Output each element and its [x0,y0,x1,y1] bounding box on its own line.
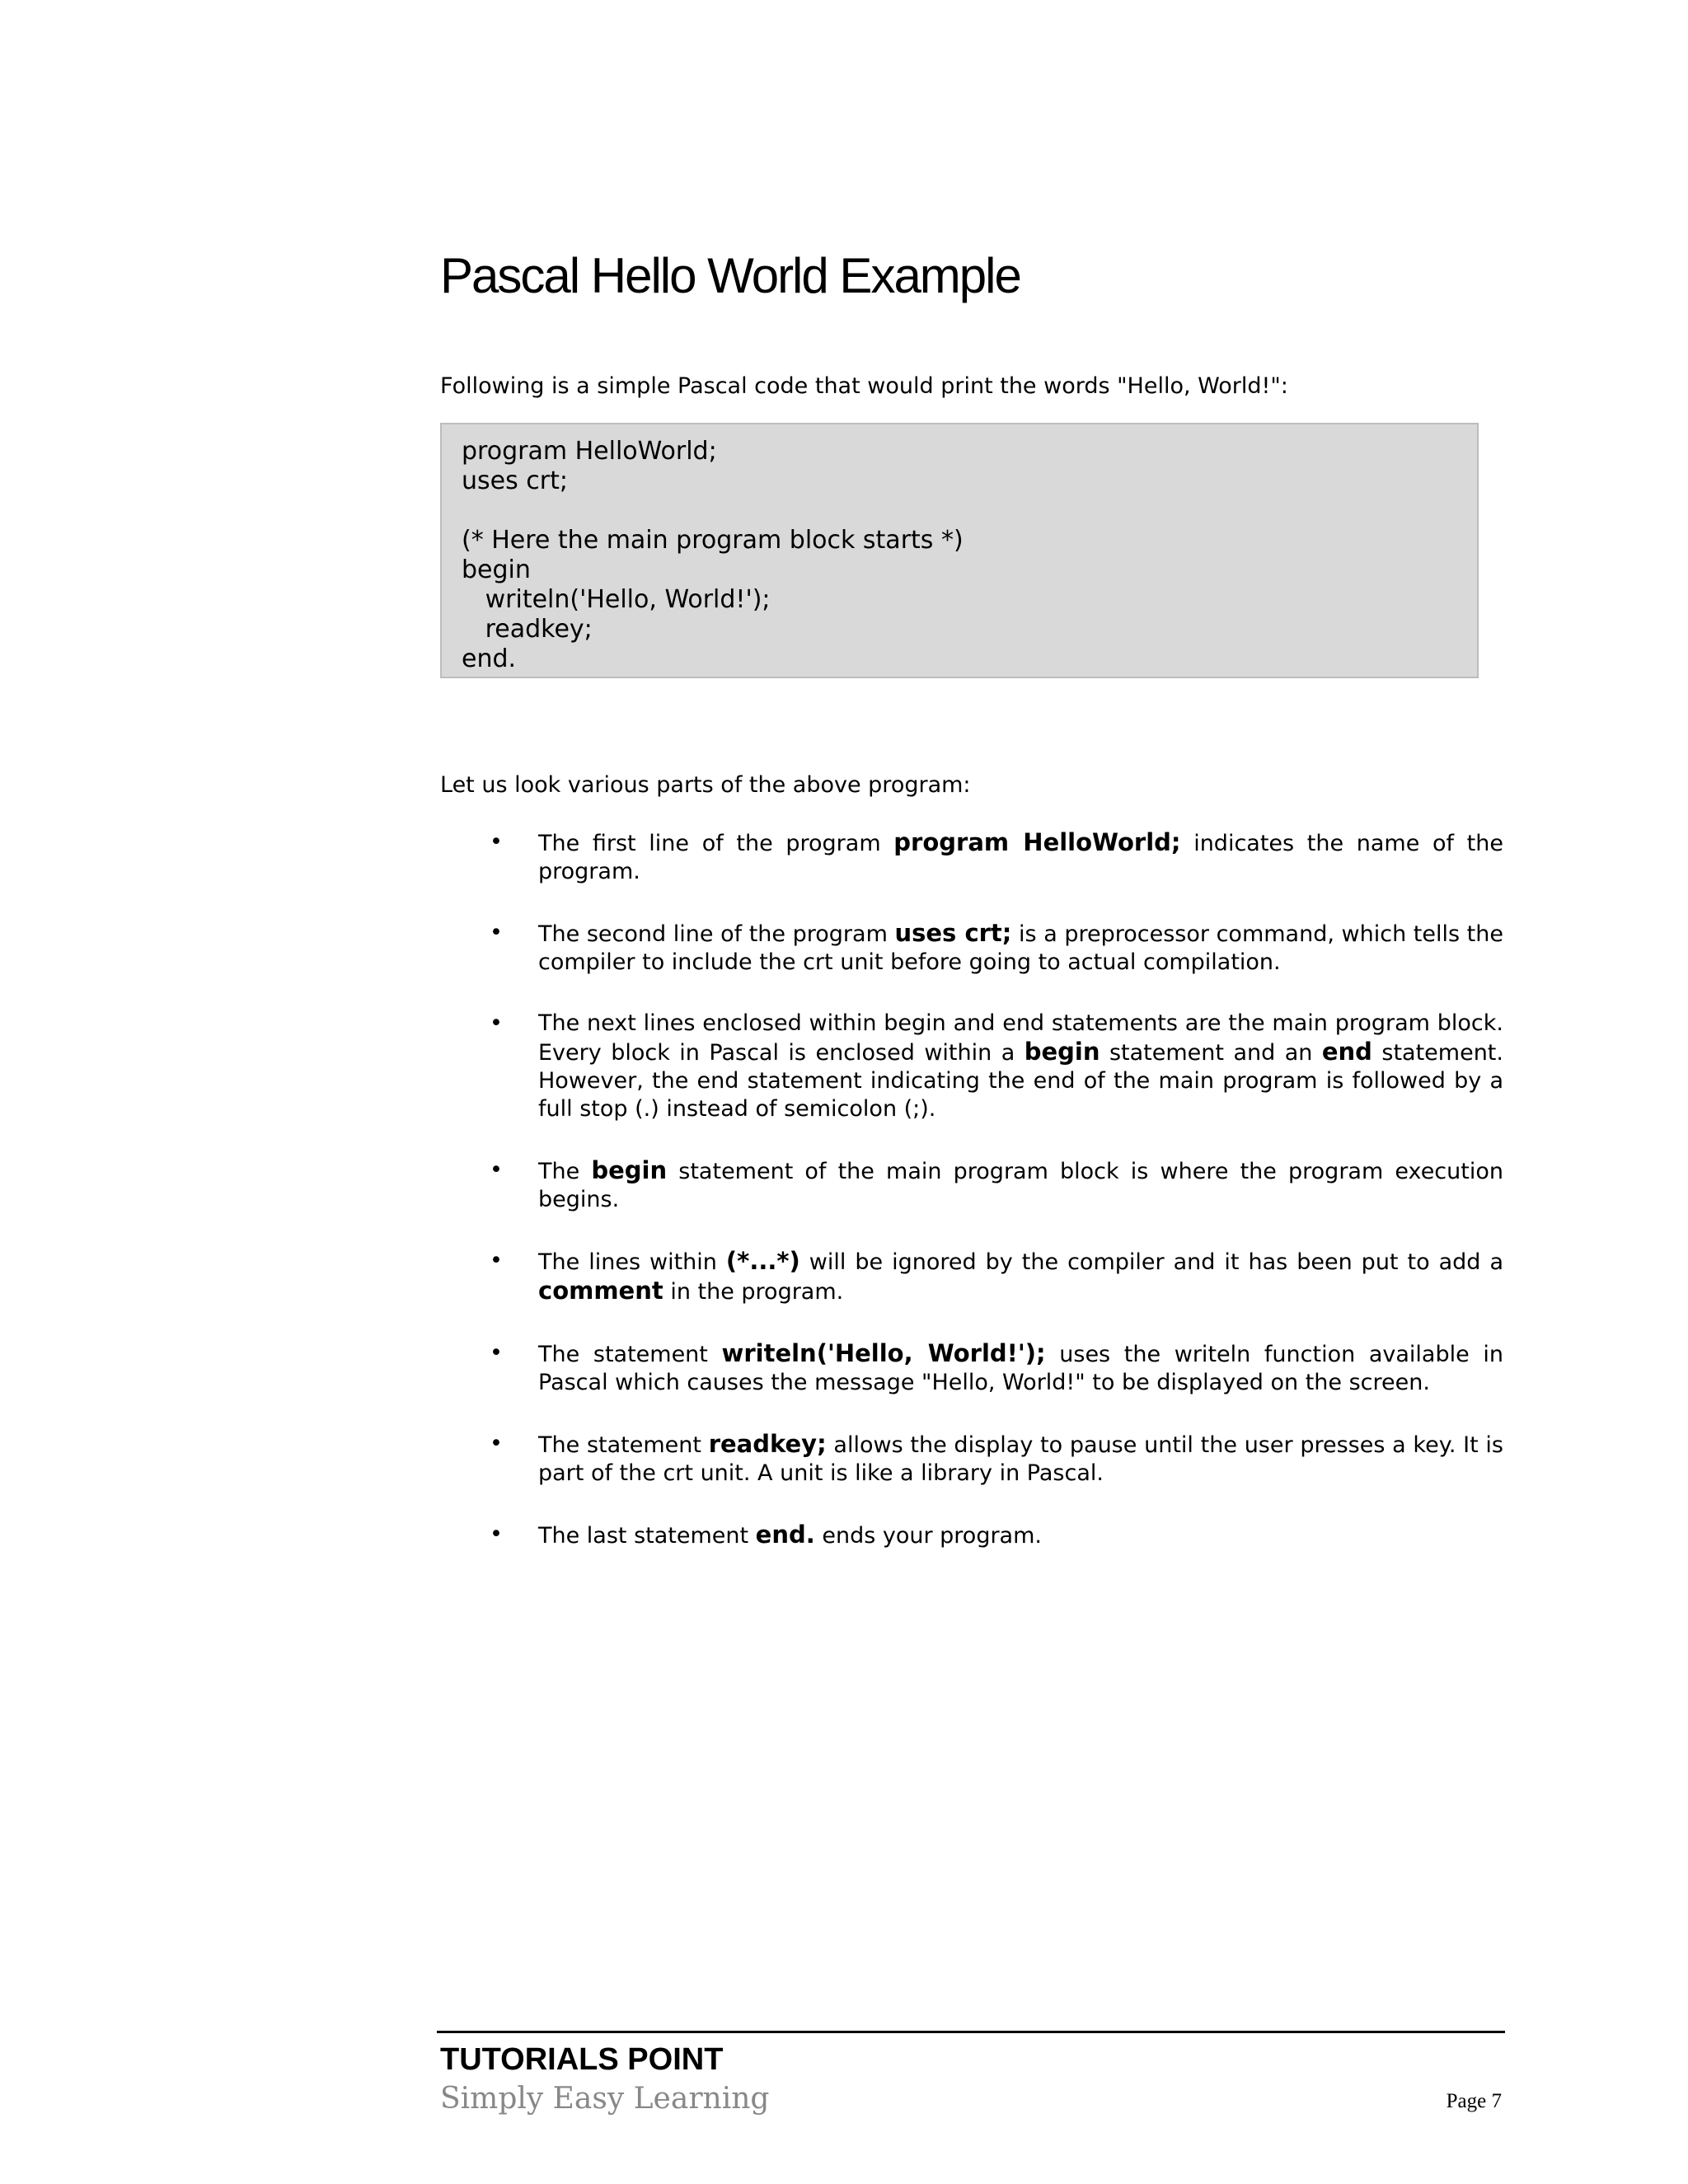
list-item: • The statement readkey; allows the display to pause until the user presses a key. It is part of the crt unit. A unit is like a library in Pascal. [490,1430,1503,1486]
lead-paragraph: Let us look various parts of the above program: [440,772,971,798]
list-item: • The statement writeln('Hello, World!'); uses the writeln function available in Pascal which causes the message "Hello, World!" to be displayed on the screen. [490,1339,1504,1395]
explanation-list [440,828,1503,1583]
bullet-icon: • [490,920,503,945]
code-line: begin [462,555,531,584]
list-item: • The last statement end. ends your program. [490,1521,1042,1549]
code-line: (* Here the main program block starts *) [462,526,964,555]
code-line: uses crt; [462,466,568,495]
list-item: • The first line of the program program HelloWorld; indicates the name of the program. [490,828,1503,884]
list-item: • The second line of the program uses crt; is a preprocessor command, which tells the compiler to include the crt unit before going to actual compilation. [490,919,1503,975]
list-item: • The next lines enclosed within begin and end statements are the main program block. Every block in Pascal is enclosed within a begin statement and an end statement. However, the end statement indicating the end of the main program is followed by a full stop (.) instead of semicolon (;). [490,1010,1503,1122]
code-line: writeln('Hello, World!'); [462,585,771,614]
list-item: • The begin statement of the main program block is where the program execution begins. [490,1156,1503,1212]
bullet-icon: • [490,1157,503,1183]
list-item: • The lines within (*...*) will be ignored by the compiler and it has been put to add a comment in the program. [490,1247,1503,1305]
footer-divider [437,2031,1505,2033]
bullet-icon: • [490,1248,503,1273]
code-line: program HelloWorld; [462,437,717,466]
bullet-icon: • [490,1340,503,1366]
footer-brand: TUTORIALS POINT [440,2042,724,2077]
bullet-icon: • [490,1010,503,1036]
code-line: readkey; [462,615,593,644]
code-block [440,423,1479,678]
intro-paragraph: Following is a simple Pascal code that would print the words "Hello, World!": [440,373,1288,399]
footer-tagline: Simply Easy Learning [440,2082,770,2116]
code-line: end. [462,644,517,673]
bullet-icon: • [490,1521,503,1547]
code-blank-line [462,496,1457,526]
bullet-icon: • [490,1431,503,1456]
bullet-icon: • [490,829,503,855]
page-number: Page 7 [1446,2090,1502,2112]
page-title: Pascal Hello World Example [440,248,1020,303]
